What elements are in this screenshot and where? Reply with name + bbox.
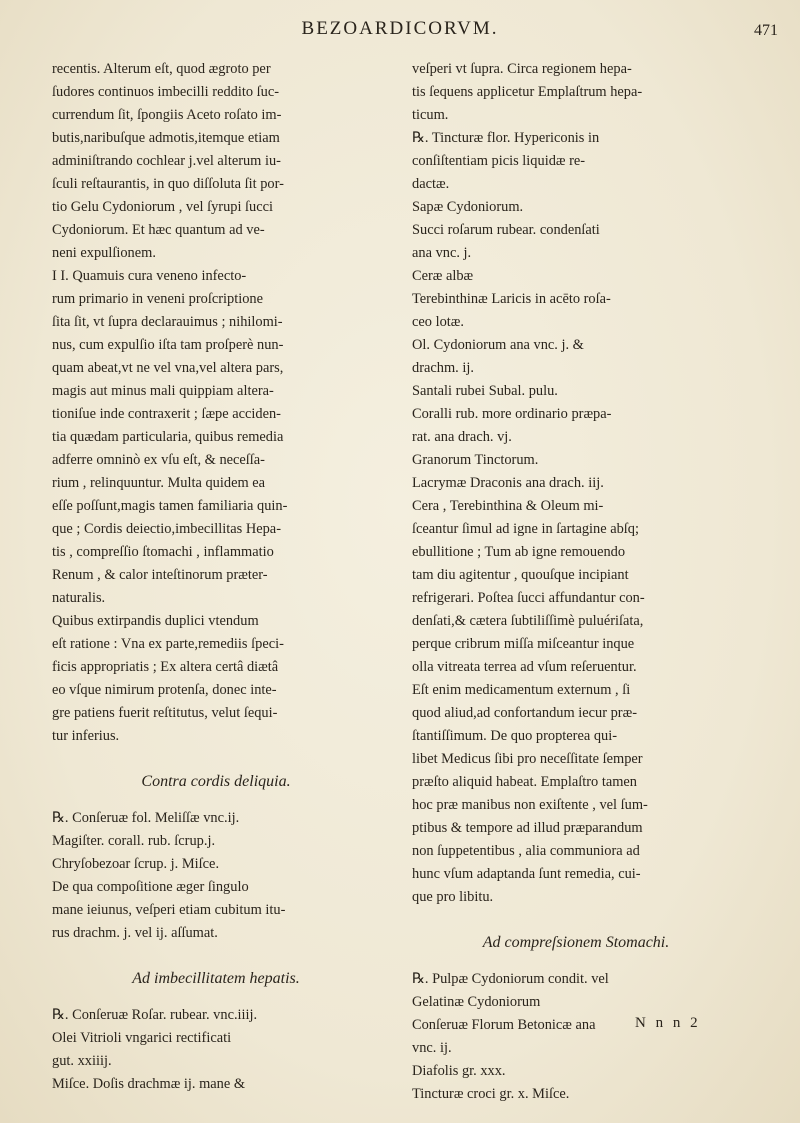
text-line: Tincturæ croci gr. x. Miſce. [412, 1086, 570, 1102]
text-line: Conſeruæ Florum Betonicæ ana [412, 1017, 596, 1033]
section-heading-hepatis: Ad imbecillitatem hepatis. [132, 970, 300, 987]
text-line: hunc vſum adaptanda ſunt remedia, cui- [412, 866, 641, 882]
text-line: Terebinthinæ Laricis in acēto roſa- [412, 291, 611, 307]
right-recipe-block [412, 968, 740, 1106]
text-line: ℞. Tincturæ flor. Hypericonis in [412, 130, 600, 146]
text-line: denſati,& cætera ſubtiliſſimè puluériſata, [412, 613, 644, 629]
text-line: Sapæ Cydoniorum. [412, 199, 524, 215]
text-line: Quibus extirpandis duplici vtendum [52, 613, 259, 629]
text-line: ſceantur ſimul ad igne in ſartagine abſq; [412, 521, 639, 537]
text-line: Ol. Cydoniorum ana vnc. j. & [412, 337, 584, 353]
text-line: ℞. Pulpæ Cydoniorum condit. vel [412, 971, 609, 987]
text-line: Eſt enim medicamentum externum , ſi [412, 682, 631, 698]
text-line: De qua compoſitione æger ſingulo [52, 879, 249, 895]
text-line: Santali rubei Subal. pulu. [412, 383, 558, 399]
text-line: Miſce. Doſis drachmæ ij. mane & [52, 1076, 246, 1092]
text-line: ℞. Conſeruæ Roſar. rubear. vnc.iiij. [52, 1007, 258, 1023]
right-column [412, 58, 740, 1106]
text-line: rium , relinquuntur. Multa quidem ea [52, 475, 266, 491]
text-line: I I. Quamuis cura veneno infecto- [52, 268, 247, 284]
text-line: ebullitione ; Tum ab igne remouendo [412, 544, 626, 560]
section-heading-stomachi: Ad compreſsionem Stomachi. [482, 934, 670, 951]
text-line: naturalis. [52, 590, 106, 606]
text-line: nus, cum expulſio iſta tam proſperè nun- [52, 337, 284, 353]
text-line: Diafolis gr. xxx. [412, 1063, 506, 1079]
text-line: non ſuppetentibus , alia communiora ad [412, 843, 640, 859]
text-line: perque cribrum miſſa miſceantur inque [412, 636, 635, 652]
text-line: quod aliud,ad confortandum iecur præ- [412, 705, 637, 721]
text-line: olla vitreata terrea ad vſum reſeruentur. [412, 659, 637, 675]
text-line: ſudores continuos imbecilli reddito ſuc- [52, 84, 280, 100]
text-line: ficis appropriatis ; Ex altera certâ diætâ [52, 659, 279, 675]
text-line: veſperi vt ſupra. Circa regionem hepa- [412, 61, 632, 77]
text-line: ceo lotæ. [412, 314, 464, 330]
text-line: ℞. Conſeruæ fol. Meliſſæ vnc.ij. [52, 810, 240, 826]
page-number: 471 [754, 22, 778, 39]
signature-mark: N n n 2 [635, 1015, 701, 1031]
text-line: libet Medicus ſibi pro neceſſitate ſemper [412, 751, 643, 767]
text-line: ptibus & tempore ad illud præparandum [412, 820, 643, 836]
text-line: mane ieiunus, veſperi etiam cubitum itu- [52, 902, 286, 918]
text-line: Renum , & calor inteſtinorum præter- [52, 567, 268, 583]
text-line: ſtantiſſimum. De quo propterea qui- [412, 728, 618, 744]
text-line: eo vſque nimirum protenſa, donec inte- [52, 682, 277, 698]
text-line: Cera , Terebinthina & Oleum mi- [412, 498, 604, 514]
right-text-block [412, 58, 740, 909]
text-line: dactæ. [412, 176, 450, 192]
text-line: quam abeat,vt ne vel vna,vel altera pars, [52, 360, 284, 376]
left-recipe-block-2 [52, 1004, 380, 1096]
text-line: butis,naribuſque admotis,itemque etiam [52, 130, 280, 146]
text-line: Lacrymæ Draconis ana drach. iij. [412, 475, 604, 491]
text-line: drachm. ij. [412, 360, 474, 376]
text-line: eſt ratione : Vna ex parte,remediis ſpeci- [52, 636, 284, 652]
text-line: vnc. ij. [412, 1040, 452, 1056]
text-line: ana vnc. j. [412, 245, 472, 261]
text-line: Gelatinæ Cydoniorum [412, 994, 541, 1010]
text-line: gut. xxiiij. [52, 1053, 112, 1069]
text-line: tio Gelu Cydoniorum , vel ſyrupi ſucci [52, 199, 274, 215]
text-line: Cydoniorum. Et hæc quantum ad ve- [52, 222, 265, 238]
text-line: que ; Cordis deiectio,imbecillitas Hepa- [52, 521, 281, 537]
text-line: rat. ana drach. vj. [412, 429, 512, 445]
text-line: tur inferius. [52, 728, 120, 744]
text-line: ſita ſit, vt ſupra declarauimus ; nihilomi- [52, 314, 283, 330]
text-line: Granorum Tinctorum. [412, 452, 539, 468]
section-heading-cordis: Contra cordis deliquia. [141, 773, 291, 790]
text-line: ticum. [412, 107, 449, 123]
text-line: tis , compreſſio ſtomachi , inflammatio [52, 544, 274, 560]
text-line: neni expulſionem. [52, 245, 156, 261]
text-line: Ceræ albæ [412, 268, 474, 284]
text-line: que pro libitu. [412, 889, 494, 905]
text-line: rum primario in veneni proſcriptione [52, 291, 264, 307]
text-line: Olei Vitrioli vngarici rectificati [52, 1030, 232, 1046]
text-line: recentis. Alterum eſt, quod ægroto per [52, 61, 271, 77]
text-line: hoc præ manibus non exiſtente , vel ſum- [412, 797, 648, 813]
text-line: rus drachm. j. vel ij. aſſumat. [52, 925, 218, 941]
text-line: tis ſequens applicetur Emplaſtrum hepa- [412, 84, 643, 100]
text-line: tam diu agitentur , quouſque incipiant [412, 567, 629, 583]
text-line: Magiſter. corall. rub. ſcrup.j. [52, 833, 216, 849]
text-line: adferre omninò ex vſu eſt, & neceſſa- [52, 452, 265, 468]
text-line: ſculi reſtaurantis, in quo diſſoluta ſit por- [52, 176, 284, 192]
left-text-block [52, 58, 380, 748]
running-head: BEZOARDICORVM. [301, 18, 499, 39]
text-line: tioniſue inde contraxerit ; ſæpe acciden- [52, 406, 281, 422]
left-recipe-block [52, 807, 380, 945]
text-line: currendum ſit, ſpongiis Aceto roſato im- [52, 107, 282, 123]
text-line: eſſe poſſunt,magis tamen familiaria quin- [52, 498, 288, 514]
left-column [52, 58, 380, 1096]
text-line: adminiſtrando cochlear j.vel alterum iu- [52, 153, 281, 169]
text-line: gre patiens fuerit reſtitutus, velut ſequi- [52, 705, 278, 721]
text-line: refrigerari. Poſtea ſucci affundantur con- [412, 590, 645, 606]
text-line: præſto aliquid habeat. Emplaſtro tamen [412, 774, 637, 790]
text-line: Succi roſarum rubear. condenſati [412, 222, 600, 238]
text-line: magis aut minus mali quippiam altera- [52, 383, 274, 399]
text-line: conſiſtentiam picis liquidæ re- [412, 153, 586, 169]
text-line: tia quædam particularia, quibus remedia [52, 429, 284, 445]
text-line: Coralli rub. more ordinario præpa- [412, 406, 612, 422]
text-line: Chryſobezoar ſcrup. j. Miſce. [52, 856, 220, 872]
